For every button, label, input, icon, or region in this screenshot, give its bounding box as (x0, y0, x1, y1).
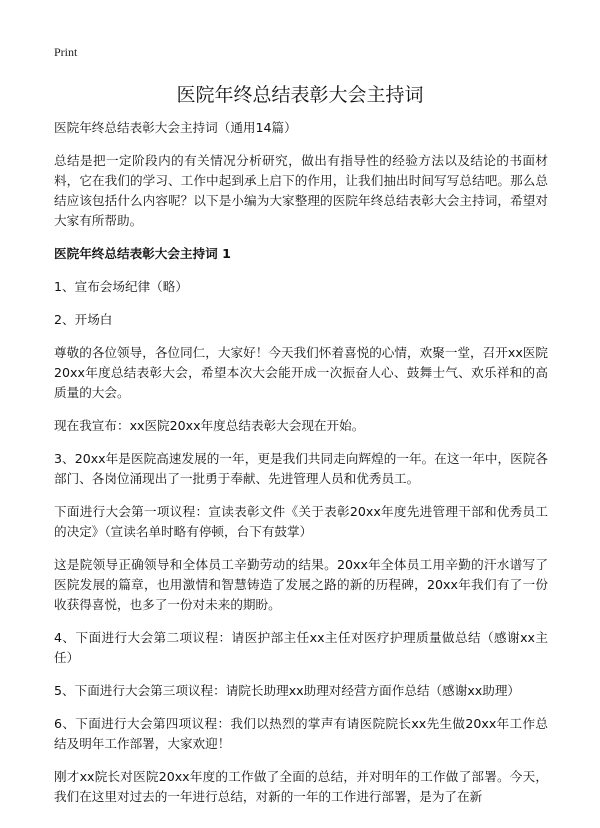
paragraph-4: 现在我宣布：xx医院20xx年度总结表彰大会现在开始。 (54, 418, 365, 433)
paragraph-11: 刚才xx院长对医院20xx年度的工作做了全面的总结，并对明年的工作做了部署。今天，我们在这里对过去的一年进行总结，对新的一年的工作进行部署，是为了在新 (54, 769, 548, 804)
document-title: 医院年终总结表彰大会主持词 (176, 85, 424, 106)
paragraph-9: 5、下面进行大会第三项议程：请院长助理xx助理对经营方面作总结（感谢xx助理） (54, 683, 521, 698)
paragraph-5: 3、20xx年是医院高速发展的一年，更是我们共同走向辉煌的一年。在这一年中，医院各部门、各岗位涌现出了一批勇于奉献、先进管理人员和优秀员工。 (54, 451, 548, 486)
document-body (54, 118, 548, 820)
paragraph-7: 这是院领导正确领导和全体员工辛勤劳动的结果。20xx年全体员工用辛勤的汗水谱写了医院发展的篇章，也用激情和智慧铸造了发展之路的新的历程碑，20xx年我们有了一份收获得喜悦，也多了一份对未来的期盼。 (54, 557, 548, 612)
paragraph-1: 1、宣布会场纪律（略） (54, 279, 188, 294)
section-heading: 医院年终总结表彰大会主持词 1 (54, 246, 231, 261)
paragraph-3: 尊敬的各位领导，各位同仁，大家好！今天我们怀着喜悦的心情，欢聚一堂，召开xx医院20xx年度总结表彰大会，希望本次大会能开成一次振奋人心、鼓舞士气、欢乐祥和的高质量的大会。 (54, 345, 548, 400)
paragraph-8: 4、下面进行大会第二项议程：请医护部主任xx主任对医疗护理质量做总结（感谢xx主任） (54, 630, 548, 665)
print-label: Print (54, 45, 78, 59)
paragraph-2: 2、开场白 (54, 312, 113, 327)
intro-paragraph: 总结是把一定阶段内的有关情况分析研究，做出有指导性的经验方法以及结论的书面材料，它在我们的学习、工作中起到承上启下的作用，让我们抽出时间写写总结吧。那么总结应该包括什么内容呢？以下是小编为大家整理的医院年终总结表彰大会主持词，希望对大家有所帮助。 (54, 153, 548, 228)
paragraph-10: 6、下面进行大会第四项议程：我们以热烈的掌声有请医院院长xx先生做20xx年工作总结及明年工作部署，大家欢迎！ (54, 716, 548, 751)
document-subtitle: 医院年终总结表彰大会主持词（通用14篇） (54, 120, 297, 135)
paragraph-6: 下面进行大会第一项议程：宣读表彰文件《关于表彰20xx年度先进管理干部和优秀员工的决定》（宣读名单时略有停顿，台下有鼓掌） (54, 504, 548, 539)
